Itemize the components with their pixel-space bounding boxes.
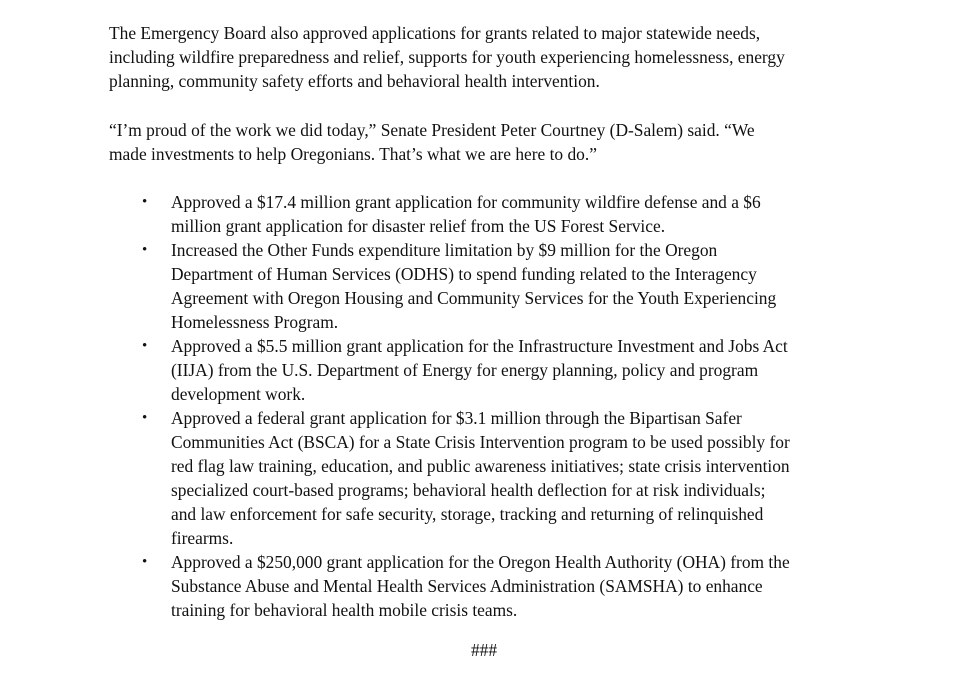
text-line: planning, community safety efforts and behavioral health intervention. (109, 71, 600, 91)
text-line: Approved a $17.4 million grant application for community wildfire defense and a $6 (171, 192, 761, 212)
text-line: red flag law training, education, and public awareness initiatives; state crisis intervention (171, 456, 790, 476)
text-line: and law enforcement for safe security, storage, tracking and returning of relinquished (171, 504, 764, 524)
text-line: Substance Abuse and Mental Health Services Administration (SAMSHA) to enhance (171, 576, 763, 596)
text-line: Approved a $5.5 million grant application for the Infrastructure Investment and Jobs Act (171, 336, 788, 356)
text-line: Department of Human Services (ODHS) to spend funding related to the Interagency (171, 264, 757, 284)
text-line: Agreement with Oregon Housing and Community Services for the Youth Experiencing (171, 288, 777, 308)
text-line: Approved a federal grant application for $3.1 million through the Bipartisan Safer (171, 408, 742, 428)
text-line: million grant application for disaster relief from the US Forest Service. (171, 216, 666, 236)
text-line: (IIJA) from the U.S. Department of Energy for energy planning, policy and program (171, 360, 759, 380)
bullet-icon: • (142, 242, 148, 258)
list-item (0, 334, 790, 406)
list-item (0, 190, 790, 238)
list-item (0, 238, 790, 334)
text-line: Approved a $250,000 grant application for the Oregon Health Authority (OHA) from the (171, 552, 790, 572)
text-line: including wildfire preparedness and relief, supports for youth experiencing homelessness, energy (109, 47, 785, 67)
paragraph-emergency-board (109, 21, 785, 93)
text-line: firearms. (171, 528, 234, 548)
bullet-icon: • (142, 338, 148, 354)
text-line: development work. (171, 384, 306, 404)
list-item (0, 406, 790, 550)
text-line: “I’m proud of the work we did today,” Senate President Peter Courtney (D-Salem) said. “We (109, 120, 755, 140)
bullet-icon: • (142, 410, 148, 426)
bullet-icon: • (142, 554, 148, 570)
bullet-icon: • (142, 194, 148, 210)
end-mark: ### (470, 640, 498, 660)
bullet-list (0, 190, 790, 622)
text-line: Communities Act (BSCA) for a State Crisis Intervention program to be used possibly for (171, 432, 790, 452)
paragraph-quote (109, 118, 755, 166)
text-line: training for behavioral health mobile crisis teams. (171, 600, 518, 620)
text-line: specialized court-based programs; behavioral health deflection for at risk individuals; (171, 480, 766, 500)
text-line: Increased the Other Funds expenditure limitation by $9 million for the Oregon (171, 240, 718, 260)
text-line: made investments to help Oregonians. That’s what we are here to do.” (109, 144, 597, 164)
text-line: Homelessness Program. (171, 312, 339, 332)
list-item (0, 550, 790, 622)
text-line: The Emergency Board also approved applications for grants related to major statewide needs, (109, 23, 761, 43)
